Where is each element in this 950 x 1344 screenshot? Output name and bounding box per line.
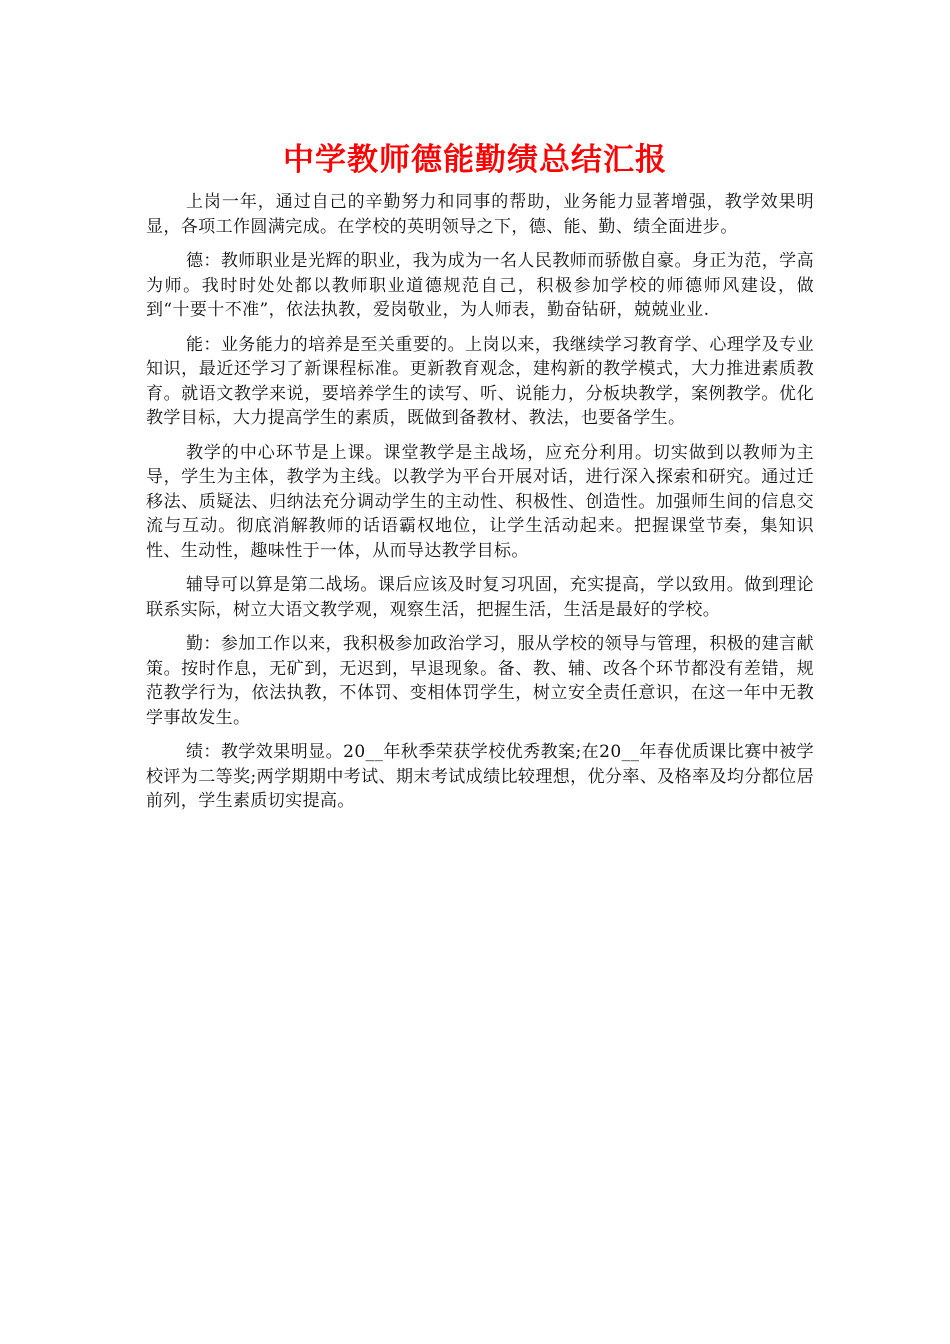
paragraph-tutoring: 辅导可以算是第二战场。课后应该及时复习巩固，充实提高，学以致用。做到理论联系实际，树立大语文教学观，观察生活，把握生活，生活是最好的学校。	[146, 575, 814, 620]
paragraph-morality: 德：教师职业是光辉的职业，我为成为一名人民教师而骄傲自豪。身正为范，学高为师。我时时处处都以教师职业道德规范自己，积极参加学校的师德师风建设，做到“十要十不准”，依法执教，爱岗敬业，为人师表，勤奋钻研，兢兢业业.	[146, 251, 814, 320]
paragraph-classroom-teaching: 教学的中心环节是上课。课堂教学是主战场，应充分利用。切实做到以教师为主导，学生为主体，教学为主线。以教学为平台开展对话，进行深入探索和研究。通过迁移法、质疑法、归纳法充分调动学生的主动性、积极性、创造性。加强师生间的信息交流与互动。彻底消解教师的话语霸权地位，让学生活动起来。把握课堂节奏，集知识性、生动性，趣味性于一体，从而导达教学目标。	[146, 442, 814, 561]
paragraph-diligence: 勤：参加工作以来，我积极参加政治学习，服从学校的领导与管理，积极的建言献策。按时作息，无矿到，无迟到，早退现象。备、教、辅、改各个环节都没有差错，规范教学行为，依法执教，不体罚、变相体罚学生，树立安全责任意识，在这一年中无教学事故发生。	[146, 634, 814, 728]
paragraph-intro: 上岗一年，通过自己的辛勤努力和同事的帮助，业务能力显著增强，教学效果明显，各项工作圆满完成。在学校的英明领导之下，德、能、勤、绩全面进步。	[146, 192, 814, 237]
document-body	[146, 190, 814, 824]
document-title: 中学教师德能勤绩总结汇报	[283, 142, 667, 178]
paragraph-achievements: 绩：教学效果明显。20__年秋季荣获学校优秀教案;在20__年春优质课比赛中被学校评为二等奖;两学期期中考试、期末考试成绩比较理想，优分率、及格率及均分都位居前列，学生素质切实提高。	[146, 742, 814, 811]
paragraph-ability: 能：业务能力的培养是至关重要的。上岗以来，我继续学习教育学、心理学及专业知识，最近还学习了新课程标准。更新教育观念，建构新的教学模式，大力推进素质教育。就语文教学来说，要培养学生的读写、听、说能力，分板块教学，案例教学。优化教学目标，大力提高学生的素质，既做到备教材、教法，也要备学生。	[146, 334, 814, 428]
